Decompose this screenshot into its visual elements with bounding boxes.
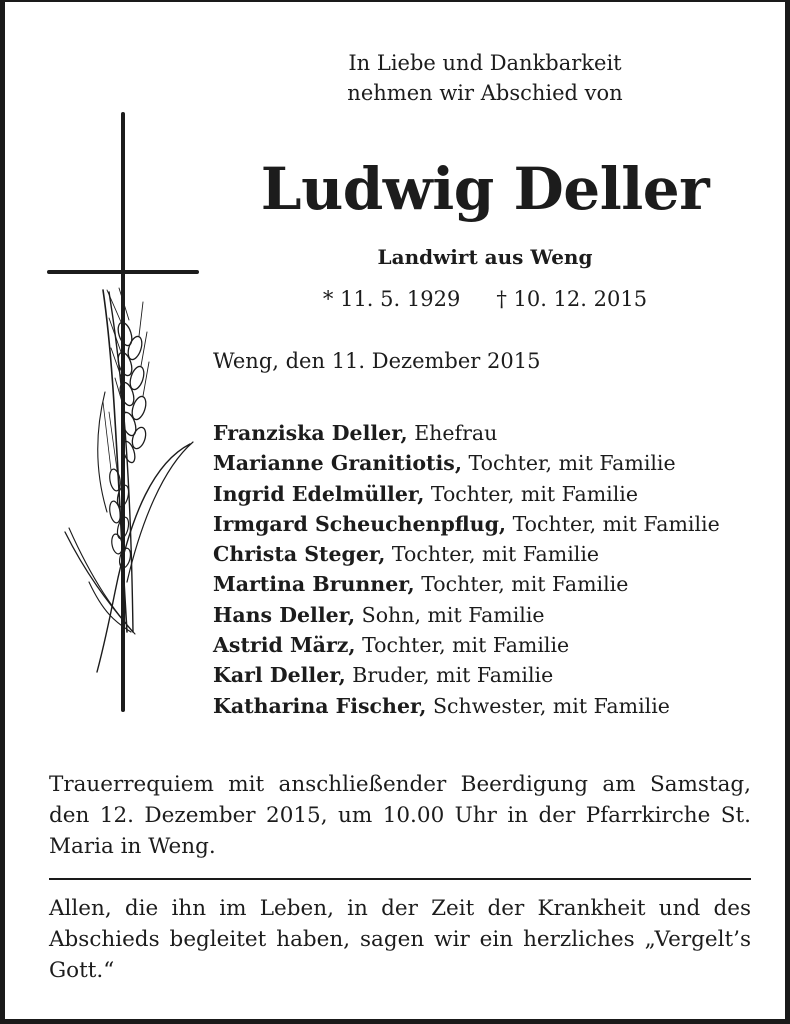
intro-line-1: In Liebe und Dankbarkeit	[348, 51, 622, 75]
mourner-name: Franziska Deller,	[213, 421, 408, 445]
mourner-name: Marianne Granitiotis,	[213, 451, 462, 476]
mourner-name: Martina Brunner,	[213, 572, 415, 597]
thanks-text: Allen, die ihn im Leben, in der Zeit der Krankheit und des Abschieds begleitet haben, sagen wir ein herzliches „Vergelt’s Gott.“	[49, 896, 751, 983]
mourner-row	[213, 448, 720, 478]
mourner-row	[213, 660, 720, 690]
mourner-relation: Tochter, mit Familie	[430, 481, 638, 506]
death-date: † 10. 12. 2015	[496, 287, 648, 311]
mourner-row	[213, 509, 720, 539]
mourner-relation: Ehefrau	[414, 421, 498, 445]
mourner-row	[213, 600, 720, 630]
mourner-relation: Sohn, mit Familie	[361, 602, 545, 627]
mourner-row	[213, 539, 720, 569]
deceased-name: Ludwig Deller	[260, 155, 710, 223]
mourner-relation: Tochter, mit Familie	[468, 451, 676, 476]
mourners-list	[213, 418, 720, 721]
place-and-date: Weng, den 11. Dezember 2015	[213, 349, 541, 373]
intro-text	[245, 48, 725, 108]
deceased-occupation: Landwirt aus Weng	[377, 245, 593, 269]
intro-line-2: nehmen wir Abschied von	[347, 81, 623, 105]
mourner-name: Ingrid Edelmüller,	[213, 481, 425, 506]
mourner-relation: Schwester, mit Familie	[432, 693, 670, 718]
mourner-relation: Tochter, mit Familie	[421, 572, 629, 597]
mourner-row	[213, 569, 720, 599]
cross-with-wheat-icon	[45, 112, 205, 712]
mourner-relation: Tochter, mit Familie	[512, 511, 720, 536]
mourner-row	[213, 479, 720, 509]
divider	[49, 878, 751, 880]
mourner-name: Irmgard Scheuchenpflug,	[213, 511, 507, 536]
mourner-relation: Tochter, mit Familie	[391, 542, 600, 567]
mourner-name: Karl Deller,	[213, 663, 346, 688]
mourner-name: Hans Deller,	[213, 602, 356, 627]
mourner-relation: Bruder, mit Familie	[352, 663, 554, 688]
mourner-row	[213, 418, 720, 448]
mourner-name: Christa Steger,	[213, 542, 386, 567]
mourner-row	[213, 630, 720, 660]
life-dates	[245, 284, 725, 314]
birth-date: * 11. 5. 1929	[322, 287, 461, 311]
mourner-name: Katharina Fischer,	[213, 693, 427, 718]
mourner-name: Astrid März,	[213, 633, 356, 658]
funeral-announcement: Trauerrequiem mit anschließender Beerdigung am Samstag, den 12. Dezember 2015, um 10.00 Uhr in der Pfarrkirche St. Maria in Weng.	[49, 772, 751, 859]
mourner-row	[213, 691, 720, 721]
mourner-relation: Tochter, mit Familie	[362, 633, 570, 658]
